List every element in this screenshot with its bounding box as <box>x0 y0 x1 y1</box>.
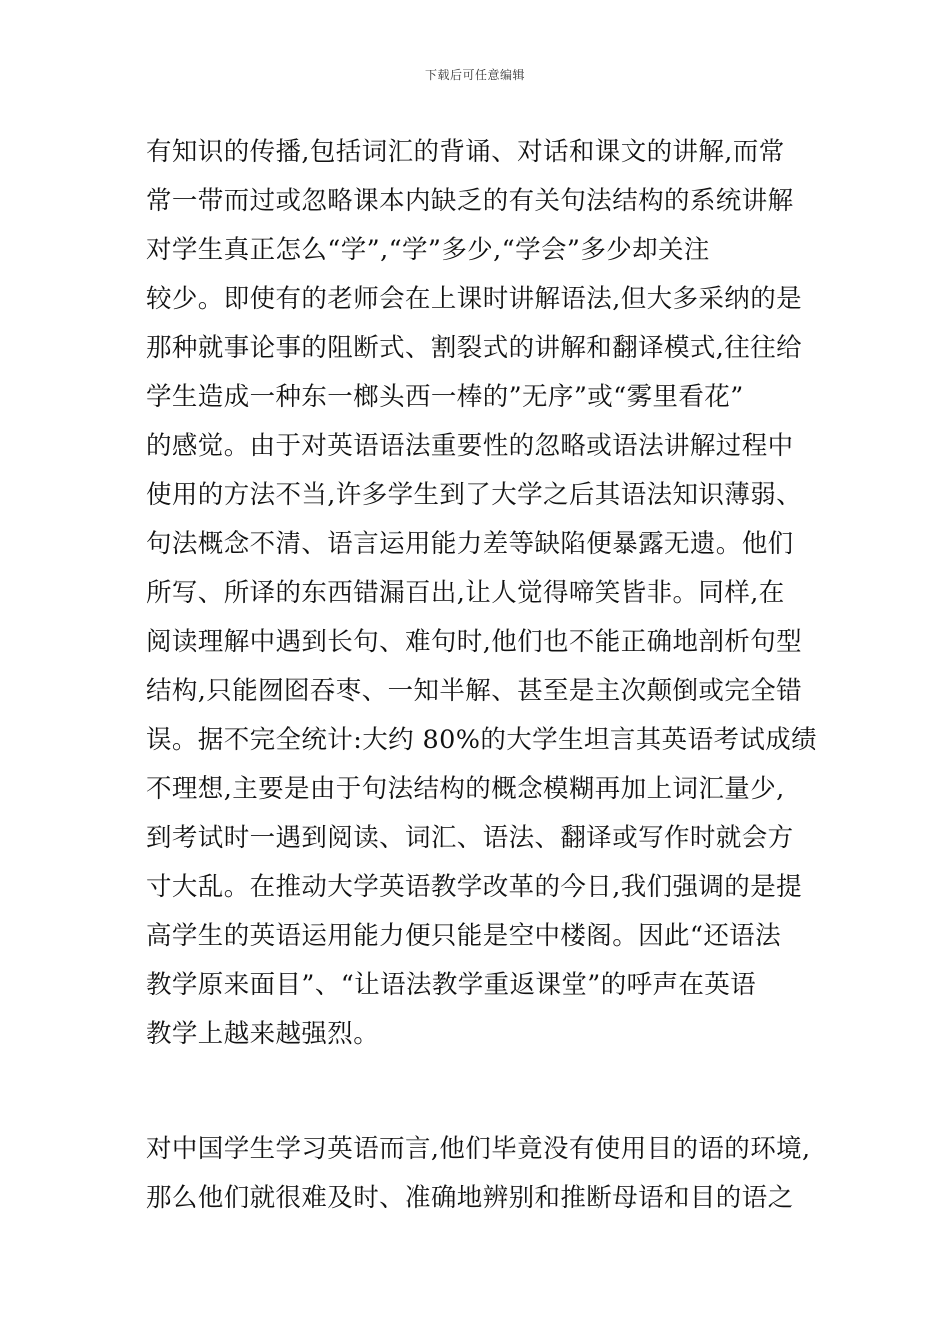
text-line: 那么他们就很难及时、准确地辨别和推断母语和目的语之 <box>146 1183 794 1213</box>
text-line: 阅读理解中遇到长句、难句时,他们也不能正确地剖析句型 <box>146 627 803 657</box>
document-body <box>146 128 816 1223</box>
paragraph <box>146 1125 816 1223</box>
text-line: 句法概念不清、语言运用能力差等缺陷便暴露无遗。他们 <box>146 529 794 559</box>
text-line: 到考试时一遇到阅读、词汇、语法、翻译或写作时就会方 <box>146 823 794 853</box>
text-line: 较少。即使有的老师会在上课时讲解语法,但大多采纳的是 <box>146 284 803 314</box>
text-line: 学生造成一种东一榔头西一棒的”无序”或“雾里看花” <box>146 382 744 412</box>
text-line: 高学生的英语运用能力便只能是空中楼阁。因此“还语法 <box>146 921 782 951</box>
text-line: 不理想,主要是由于句法结构的概念模糊再加上词汇量少, <box>146 774 785 804</box>
text-line: 所写、所译的东西错漏百出,让人觉得啼笑皆非。同样,在 <box>146 578 785 608</box>
text-line: 使用的方法不当,许多学生到了大学之后其语法知识薄弱、 <box>146 480 803 510</box>
text-line: 的感觉。由于对英语语法重要性的忽略或语法讲解过程中 <box>146 431 794 461</box>
page-header: 下载后可任意编辑 <box>424 68 525 82</box>
text-line: 寸大乱。在推动大学英语教学改革的今日,我们强调的是提 <box>146 872 803 902</box>
text-line: 对中国学生学习英语而言,他们毕竟没有使用目的语的环境, <box>146 1134 811 1164</box>
paragraph <box>146 128 816 1059</box>
text-line: 那种就事论事的阻断式、割裂式的讲解和翻译模式,往往给 <box>146 333 803 363</box>
paragraph-spacer <box>146 1059 816 1125</box>
text-line: 教学上越来越强烈。 <box>146 1019 380 1049</box>
text-line: 常一带而过或忽略课本内缺乏的有关句法结构的系统讲解 <box>146 186 794 216</box>
text-line: 有知识的传播,包括词汇的背诵、对话和课文的讲解,而常 <box>146 137 785 167</box>
text-line: 对学生真正怎么“学”,“学”多少,“学会”多少却关注 <box>146 235 710 265</box>
text-line: 教学原来面目”、“让语法教学重返课堂”的呼声在英语 <box>146 970 757 1000</box>
text-line: 结构,只能囫囵吞枣、一知半解、甚至是主次颠倒或完全错 <box>146 676 803 706</box>
text-line: 误。据不完全统计:大约 80%的大学生坦言其英语考试成绩 <box>146 725 818 755</box>
